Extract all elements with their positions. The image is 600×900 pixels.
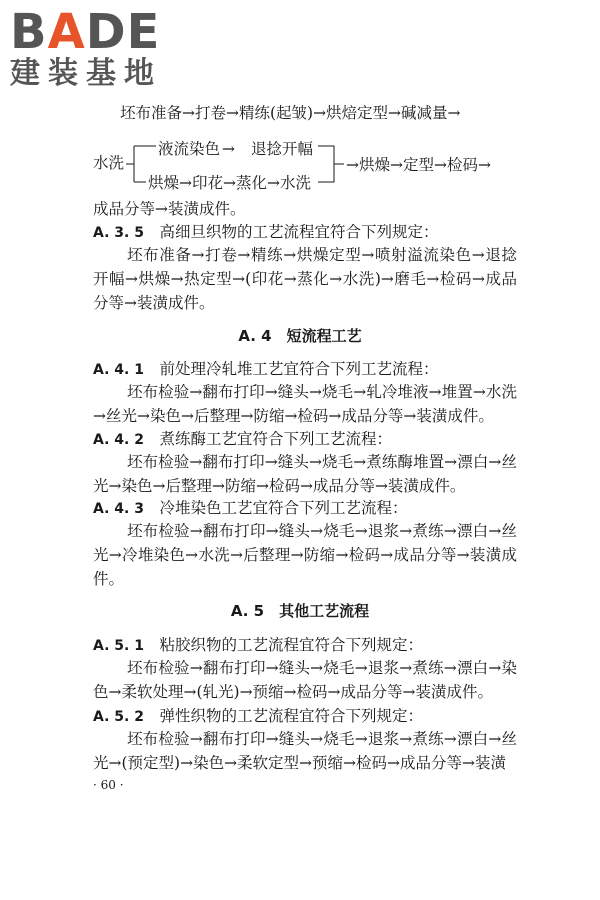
clause-a-4-1-body: 坯布检验→翻布打印→缝头→烧毛→轧冷堆液→堆置→水洗→丝光→染色→后整理→防缩→检码→成品分等→装潢成件。 (93, 383, 517, 425)
flow-lower-branch: 烘燥→印花→蒸化→水洗 (148, 174, 311, 192)
clause-a-4-3-title: A. 4. 3 冷堆染色工艺宜符合下列工艺流程： (93, 499, 408, 517)
clause-a-3-5-body: 坯布准备→打卷→精练→烘燥定型→喷射溢流染色→退捻开幅→烘燥→热定型→(印花→蒸化→水洗)→磨毛→检码→成品分等→装潢成件。 (93, 246, 517, 312)
clause-a-5-1-title: A. 5. 1 粘胶织物的工艺流程宜符合下列规定： (93, 636, 423, 654)
clause-a-4-1-title: A. 4. 1 前处理冷轧堆工艺宜符合下列工艺流程： (93, 360, 439, 378)
flow-upper-untwist: 退捻开幅 (251, 140, 314, 158)
flow-branch-end: →烘燥→定型→检码→ (346, 156, 491, 174)
brand-subtitle: 建装基地 (10, 56, 162, 91)
clause-a-3-5-title: A. 3. 5 高细旦织物的工艺流程宜符合下列规定： (93, 223, 439, 241)
clause-a-4-2-body: 坯布检验→翻布打印→缝头→烧毛→煮练酶堆置→漂白→丝光→染色→后整理→防缩→检码→成品分等→装潢成件。 (93, 453, 517, 495)
section-heading-a5: A. 5 其他工艺流程 (230, 602, 370, 620)
brand-logo-accent-letter: A (47, 4, 86, 60)
clause-a-5-2-title: A. 5. 2 弹性织物的工艺流程宜符合下列规定： (93, 707, 423, 725)
flow-tail-line: 成品分等→装潢成件。 (93, 200, 246, 218)
section-heading-a4: A. 4 短流程工艺 (238, 327, 362, 345)
clause-a-4-2-title: A. 4. 2 煮练酶工艺宜符合下列工艺流程： (93, 430, 392, 448)
flow-top-line: 坯布准备→打卷→精练(起皱)→烘焙定型→碱减量→ (120, 104, 461, 122)
clause-a-5-2-body: 坯布检验→翻布打印→缝头→烧毛→退浆→煮练→漂白→丝光→(预定型)→染色→柔软定型→预缩→检码→成品分等→装潢 (93, 730, 517, 772)
brand-logo: BADE (10, 4, 161, 60)
clause-a-4-3-body: 坯布检验→翻布打印→缝头→烧毛→退浆→煮练→漂白→丝光→冷堆染色→水洗→后整理→防缩→检码→成品分等→装潢成件。 (93, 522, 517, 588)
flow-branch-start: 水洗 (93, 154, 125, 172)
flow-upper-dyeing: 液流染色 (158, 140, 221, 158)
page-number: · 60 · (93, 778, 124, 792)
clause-a-5-1-body: 坯布检验→翻布打印→缝头→烧毛→退浆→煮练→漂白→染色→柔软处理→(轧光)→预缩→检码→成品分等→装潢成件。 (93, 659, 517, 701)
flow-upper-arrow: → (222, 140, 235, 158)
